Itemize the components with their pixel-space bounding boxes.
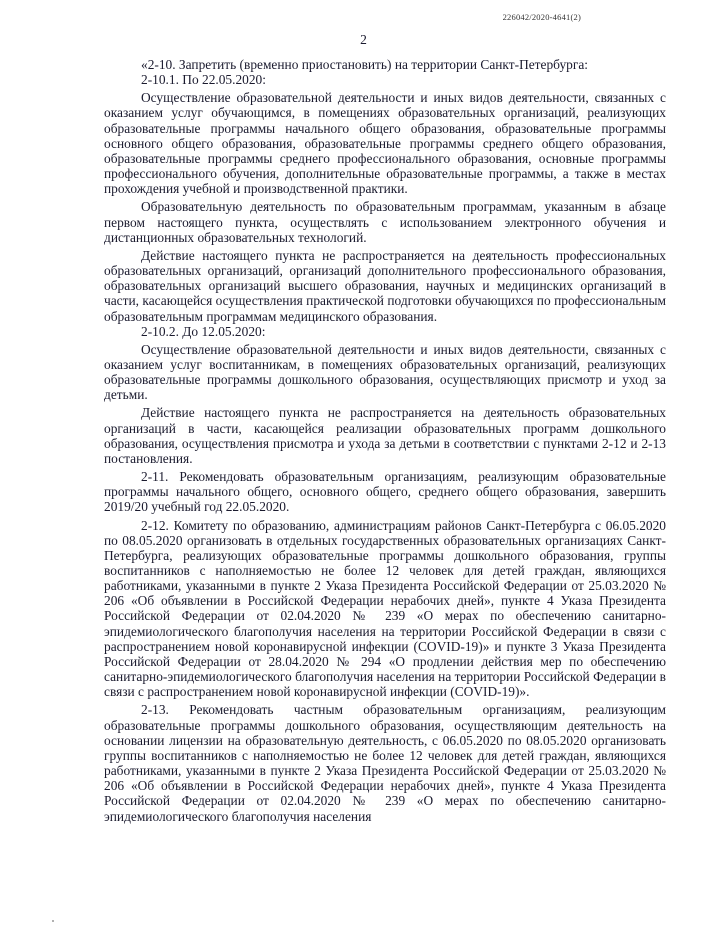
paragraph-2-11: 2-11. Рекомендовать образовательным организациям, реализующим образовательные программы начального общего, основного общего, среднего общего образования, завершить 2019/20 учебный год 22.05.2020. [104,469,666,515]
paragraph-2-10-2: 2-10.2. До 12.05.2020: [141,323,266,339]
page-number: 2 [360,32,367,47]
paragraph-2-10-1: 2-10.1. По 22.05.2020: [141,72,266,88]
scan-speck [52,920,54,922]
paragraph-2-12: 2-12. Комитету по образованию, администрациям районов Санкт-Петербурга с 06.05.2020 по 08.05.2020 организовать в отдельных государственных образовательных организациях Санкт-Петербурга, реализующих образовательные программы дошкольного образования, группы воспитанников с наполняемостью не более 12 человек для детей граждан, являющихся работниками, указанными в пункте 2 Указа Президента Российской Федерации от 25.03.2020 № 206 «Об объявлении в Российской Федерации нерабочих дней», пункте 4 Указа Президента Российской Федерации от 02.04.2020 № 239 «О мерах по обеспечению санитарно-эпидемиологического благополучия населения на территории Российской Федерации в связи с распространением новой коронавирусной инфекции (COVID-19)» и пункте 3 Указа Президента Российской Федерации от 28.04.2020 № 294 «О продлении действия мер по обеспечению санитарно-эпидемиологического благополучия населения на территории Российской Федерации в связи с распространением новой коронавирусной инфекции (COVID-19)». [104,517,666,700]
paragraph-preschool-exceptions: Действие настоящего пункта не распространяется на деятельность образовательных организаций в части, касающейся реализации образовательных программ дошкольного образования, осуществления присмотра и ухода за детьми в соответствии с пунктами 2-12 и 2-13 постановления. [104,405,666,466]
paragraph-exceptions: Действие настоящего пункта не распространяется на деятельность профессиональных образовательных организаций, организаций дополнительного профессионального образования, образовательных организаций высшего образования, научных и медицинских организаций в части, касающейся осуществления практической подготовки обучающихся по профессиональным образовательным программам медицинского образования. [104,247,666,324]
document-body [104,57,666,824]
document-id: 226042/2020-4641(2) [502,12,581,22]
paragraph-2-10: «2-10. Запретить (временно приостановить) на территории Санкт-Петербурга: [141,57,589,72]
paragraph-distance-learning: Образовательную деятельность по образовательным программам, указанным в абзаце первом настоящего пункта, осуществлять с использованием электронного обучения и дистанционных образовательных технологий. [104,199,666,245]
paragraph-education-ban: Осуществление образовательной деятельности и иных видов деятельности, связанных с оказанием услуг обучающимся, в помещениях образовательных организаций, реализующих образовательные программы начального общего образования, образовательные программы основного общего образования, образовательные программы среднего общего образования, образовательные программы среднего профессионального образования, основные программы профессионального обучения, дополнительные образовательные программы, а также в местах прохождения учебной и производственной практики. [104,90,666,197]
paragraph-preschool-ban: Осуществление образовательной деятельности и иных видов деятельности, связанных с оказанием услуг воспитанникам, в помещениях образовательных организаций, реализующих образовательные программы дошкольного образования, осуществляющих присмотр и уход за детьми. [104,341,666,403]
paragraph-2-13: 2-13. Рекомендовать частным образовательным организациям, реализующим образовательные программы дошкольного образования, осуществляющим деятельность на основании лицензии на образовательную деятельность, с 06.05.2020 по 08.05.2020 организовать группы воспитанников с наполняемостью не более 12 человек для детей граждан, являющихся работниками, указанными в пункте 2 Указа Президента Российской Федерации от 25.03.2020 № 206 «Об объявлении в Российской Федерации нерабочих дней», пункте 4 Указа Президента Российской Федерации от 02.04.2020 № 239 «О мерах по обеспечению санитарно-эпидемиологического благополучия населения [104,702,666,824]
